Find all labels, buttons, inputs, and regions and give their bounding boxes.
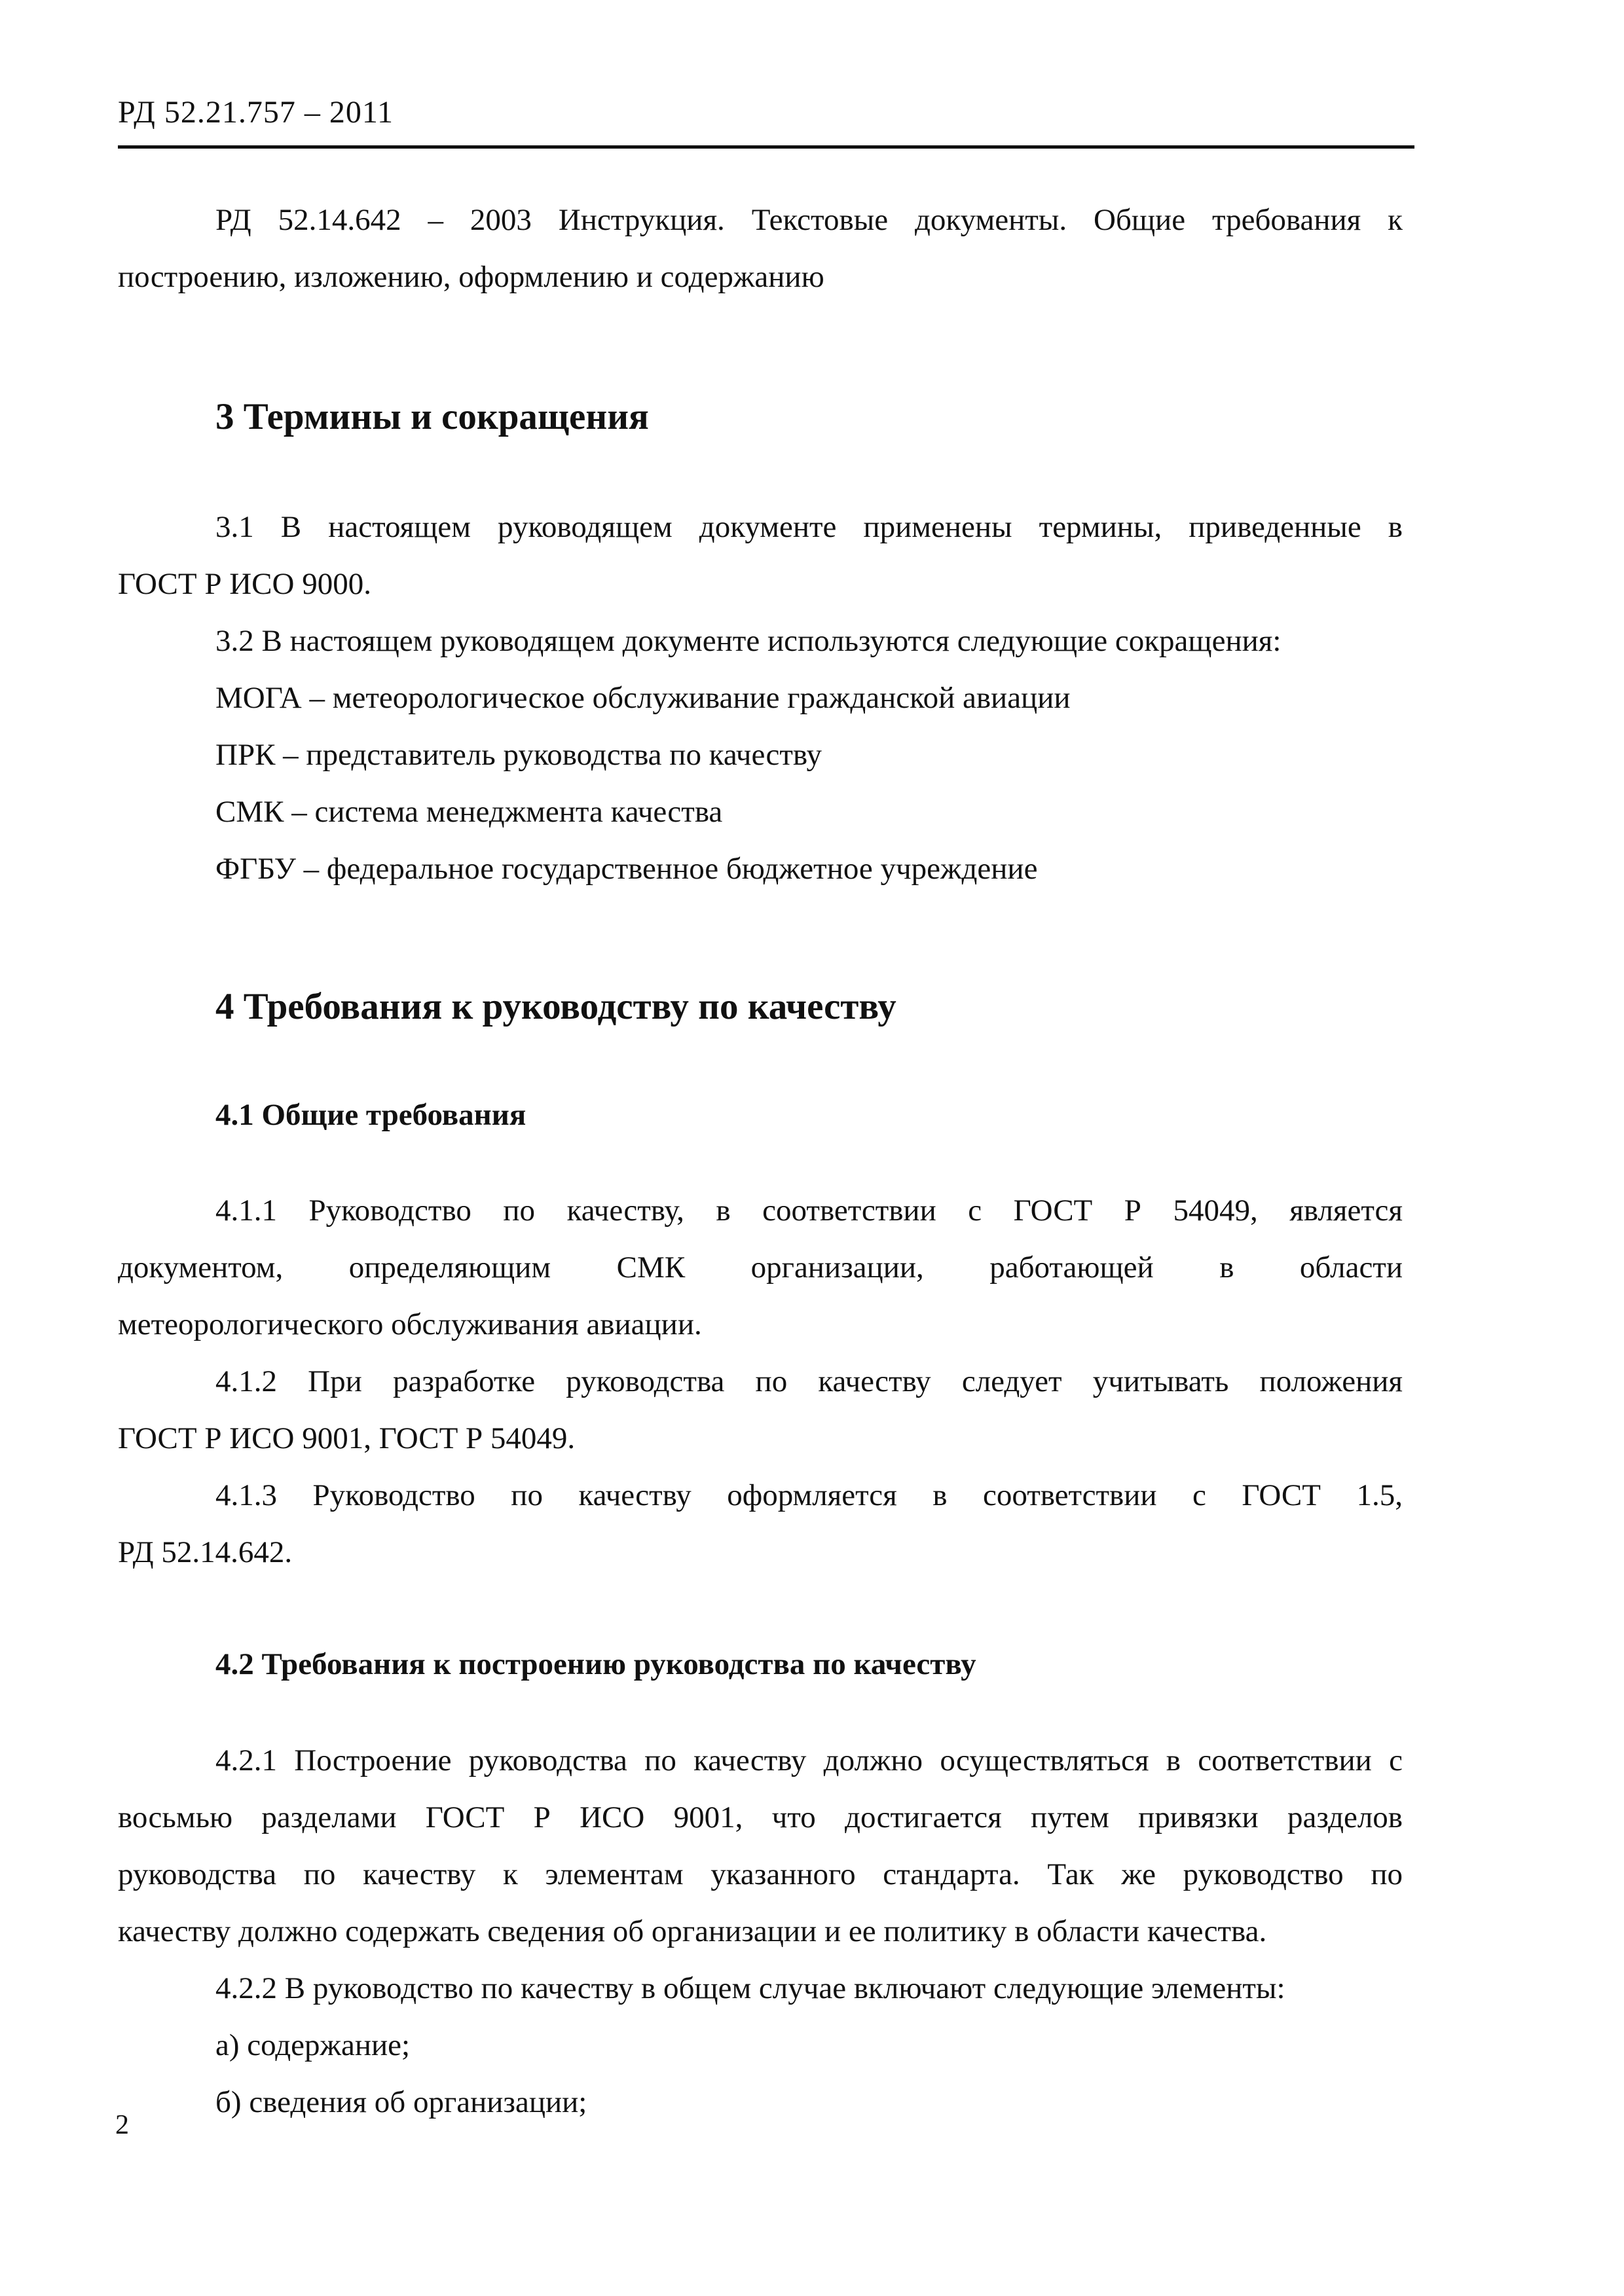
paragraph-3-1 [118, 499, 1403, 898]
paragraph-3-1-line-2: ГОСТ Р ИСО 9000. [118, 567, 371, 601]
section-4-heading: 4 Требования к руководству по качеству [215, 986, 896, 1027]
subsection-4-2-body [118, 1732, 1403, 2131]
header-rule [118, 145, 1414, 149]
paragraph-4-1-1-line-1: 4.1.1 Руководство по качеству, в соответствии с ГОСТ Р 54049, является [215, 1194, 1403, 1228]
document-code-header: РД 52.21.757 – 2011 [118, 95, 394, 130]
subsection-4-1-heading: 4.1 Общие требования [215, 1098, 526, 1132]
abbreviation-fgbu: ФГБУ – федеральное государственное бюджетное учреждение [215, 852, 1038, 886]
subsection-4-2-heading: 4.2 Требования к построению руководства по качеству [215, 1647, 976, 1681]
reference-paragraph [118, 192, 1403, 306]
abbreviation-moga: МОГА – метеорологическое обслуживание гражданской авиации [215, 681, 1071, 715]
paragraph-4-2-1-line-1: 4.2.1 Построение руководства по качеству должно осуществляться в соответствии с [215, 1743, 1403, 1777]
paragraph-4-2-1-line-4: качеству должно содержать сведения об организации и ее политику в области качества. [118, 1914, 1267, 1948]
list-item-organization-info: б) сведения об организации; [215, 2085, 587, 2119]
paragraph-4-1-1-line-3: метеорологического обслуживания авиации. [118, 1307, 702, 1341]
abbreviation-prk: ПРК – представитель руководства по качеству [215, 738, 822, 772]
reference-line-2: построению, изложению, оформлению и содержанию [118, 260, 824, 294]
paragraph-4-2-2: 4.2.2 В руководство по качеству в общем случае включают следующие элементы: [215, 1971, 1285, 2005]
list-item-contents: а) содержание; [215, 2028, 411, 2062]
paragraph-4-2-1-line-2: восьмью разделами ГОСТ Р ИСО 9001, что достигается путем привязки разделов [118, 1800, 1403, 1834]
paragraph-4-1-3-line-2: РД 52.14.642. [118, 1535, 293, 1569]
paragraph-4-1-2-line-2: ГОСТ Р ИСО 9001, ГОСТ Р 54049. [118, 1421, 576, 1455]
abbreviation-smk: СМК – система менеджмента качества [215, 795, 723, 829]
paragraph-4-1-1-line-2: документом, определяющим СМК организации, работающей в области [118, 1250, 1403, 1285]
subsection-4-1-body [118, 1182, 1403, 1581]
paragraph-4-1-2-line-1: 4.1.2 При разработке руководства по качеству следует учитывать положения [215, 1364, 1403, 1398]
paragraph-4-2-1-line-3: руководства по качеству к элементам указанного стандарта. Так же руководство по [118, 1857, 1403, 1891]
reference-line-1: РД 52.14.642 – 2003 Инструкция. Текстовые документы. Общие требования к [215, 203, 1403, 237]
page-number: 2 [115, 2110, 129, 2140]
section-3-heading: 3 Термины и сокращения [215, 396, 649, 437]
paragraph-4-1-3-line-1: 4.1.3 Руководство по качеству оформляется в соответствии с ГОСТ 1.5, [215, 1478, 1403, 1512]
paragraph-3-1-line-1: 3.1 В настоящем руководящем документе применены термины, приведенные в [215, 510, 1403, 544]
paragraph-3-2: 3.2 В настоящем руководящем документе используются следующие сокращения: [215, 624, 1282, 658]
